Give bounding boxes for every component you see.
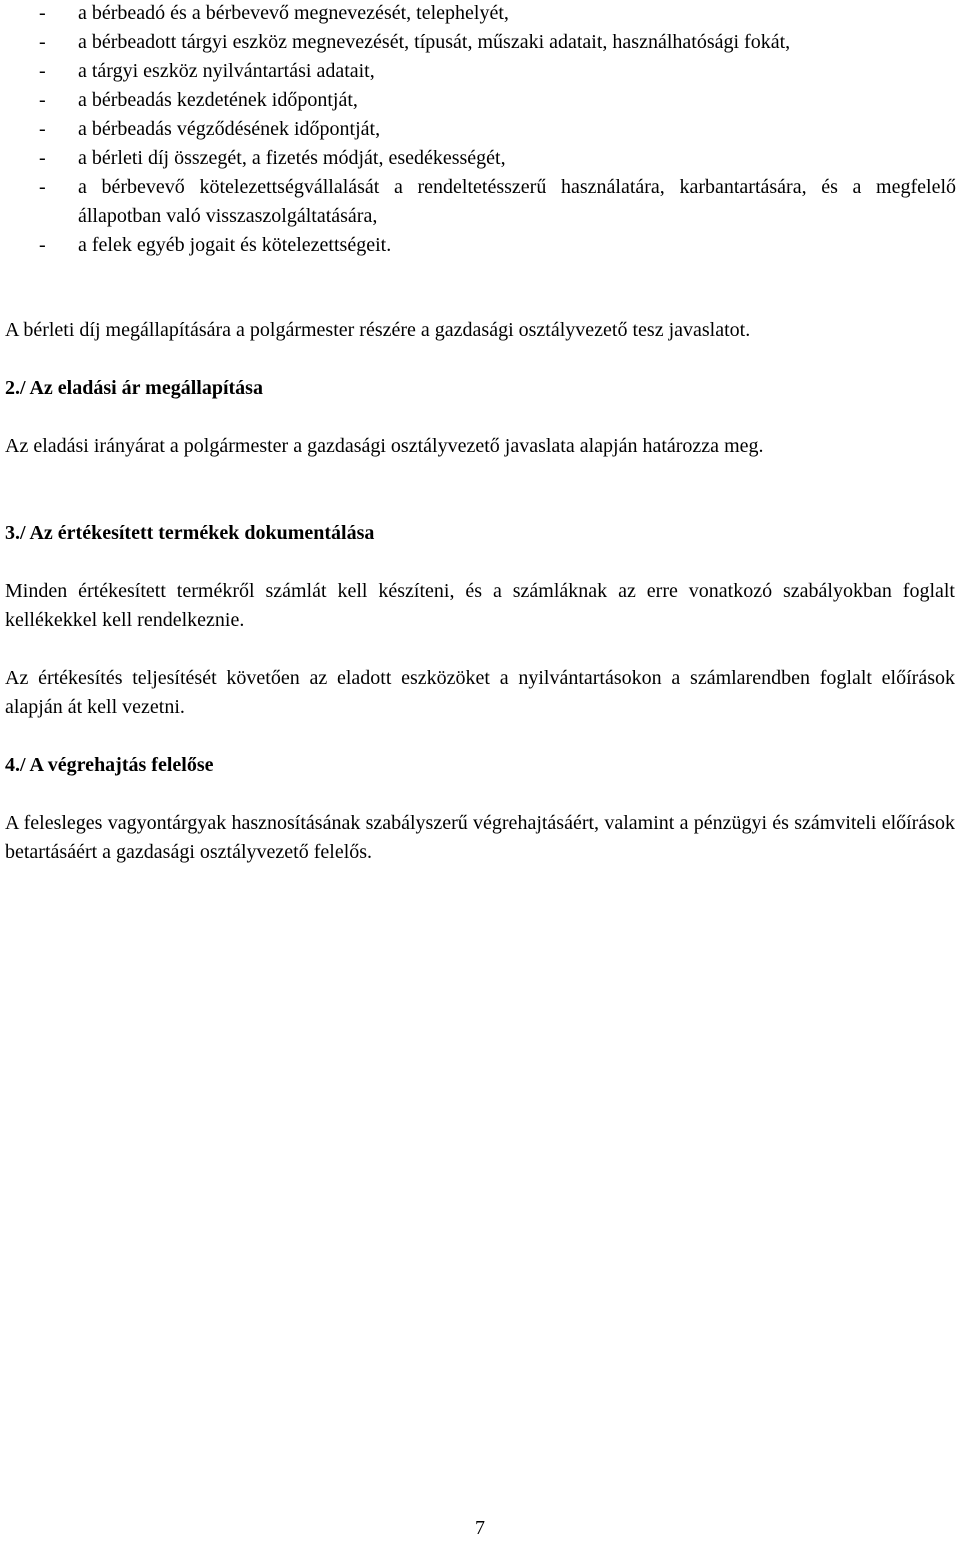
- section-2-paragraph: Az eladási irányárat a polgármester a gazdasági osztályvezető javaslata alapján határozza meg.: [5, 435, 764, 457]
- list-bullet: -: [39, 60, 46, 82]
- section-2-heading: 2./ Az eladási ár megállapítása: [5, 377, 263, 399]
- list-bullet: -: [39, 118, 46, 140]
- list-bullet: -: [39, 147, 46, 169]
- list-item: [0, 28, 960, 57]
- list-bullet: -: [39, 31, 46, 53]
- list-item: [0, 231, 960, 260]
- rental-fee-paragraph: A bérleti díj megállapítására a polgármester részére a gazdasági osztályvezető tesz javaslatot.: [5, 319, 751, 341]
- contract-contents-list: [0, 0, 960, 260]
- section-4-paragraph: A felesleges vagyontárgyak hasznosításának szabályszerű végrehajtásáért, valamint a pénzügyi és számviteli előírások betartásáért a gazdasági osztályvezető felelős.: [5, 812, 955, 863]
- list-item: [0, 115, 960, 144]
- list-bullet: -: [39, 89, 46, 111]
- list-item-text: a bérbeadott tárgyi eszköz megnevezését, típusát, műszaki adatait, használhatósági fokát,: [78, 31, 791, 53]
- section-4-heading: 4./ A végrehajtás felelőse: [5, 754, 214, 776]
- list-item: [0, 57, 960, 86]
- section-3-paragraph-2: Az értékesítés teljesítését követően az eladott eszközöket a nyilvántartásokon a számlarendben foglalt előírások alapján át kell vezetni.: [5, 667, 955, 718]
- section-3-paragraph-1: Minden értékesített termékről számlát kell készíteni, és a számláknak az erre vonatkozó szabályokban foglalt kellékekkel kell rendelkeznie.: [5, 580, 955, 631]
- list-bullet: -: [39, 2, 46, 24]
- list-item: [0, 144, 960, 173]
- list-item-text: a tárgyi eszköz nyilvántartási adatait,: [78, 60, 375, 82]
- list-item: [0, 173, 960, 231]
- list-bullet: -: [39, 234, 46, 256]
- page-number: 7: [475, 1517, 485, 1539]
- list-bullet: -: [39, 176, 46, 198]
- list-item: [0, 86, 960, 115]
- list-item-text: a bérleti díj összegét, a fizetés módját, esedékességét,: [78, 147, 506, 169]
- list-item-text: a bérbevevő kötelezettségvállalását a rendeltetésszerű használatára, karbantartására, és a megfelelő állapotban való visszaszolgáltatására,: [78, 176, 956, 227]
- list-item-text: a bérbeadás kezdetének időpontját,: [78, 89, 358, 111]
- list-item-text: a bérbeadó és a bérbevevő megnevezését, telephelyét,: [78, 2, 509, 24]
- list-item: [0, 0, 960, 28]
- section-3-heading: 3./ Az értékesített termékek dokumentálása: [5, 522, 375, 544]
- list-item-text: a bérbeadás végződésének időpontját,: [78, 118, 381, 140]
- list-item-text: a felek egyéb jogait és kötelezettségeit.: [78, 234, 392, 256]
